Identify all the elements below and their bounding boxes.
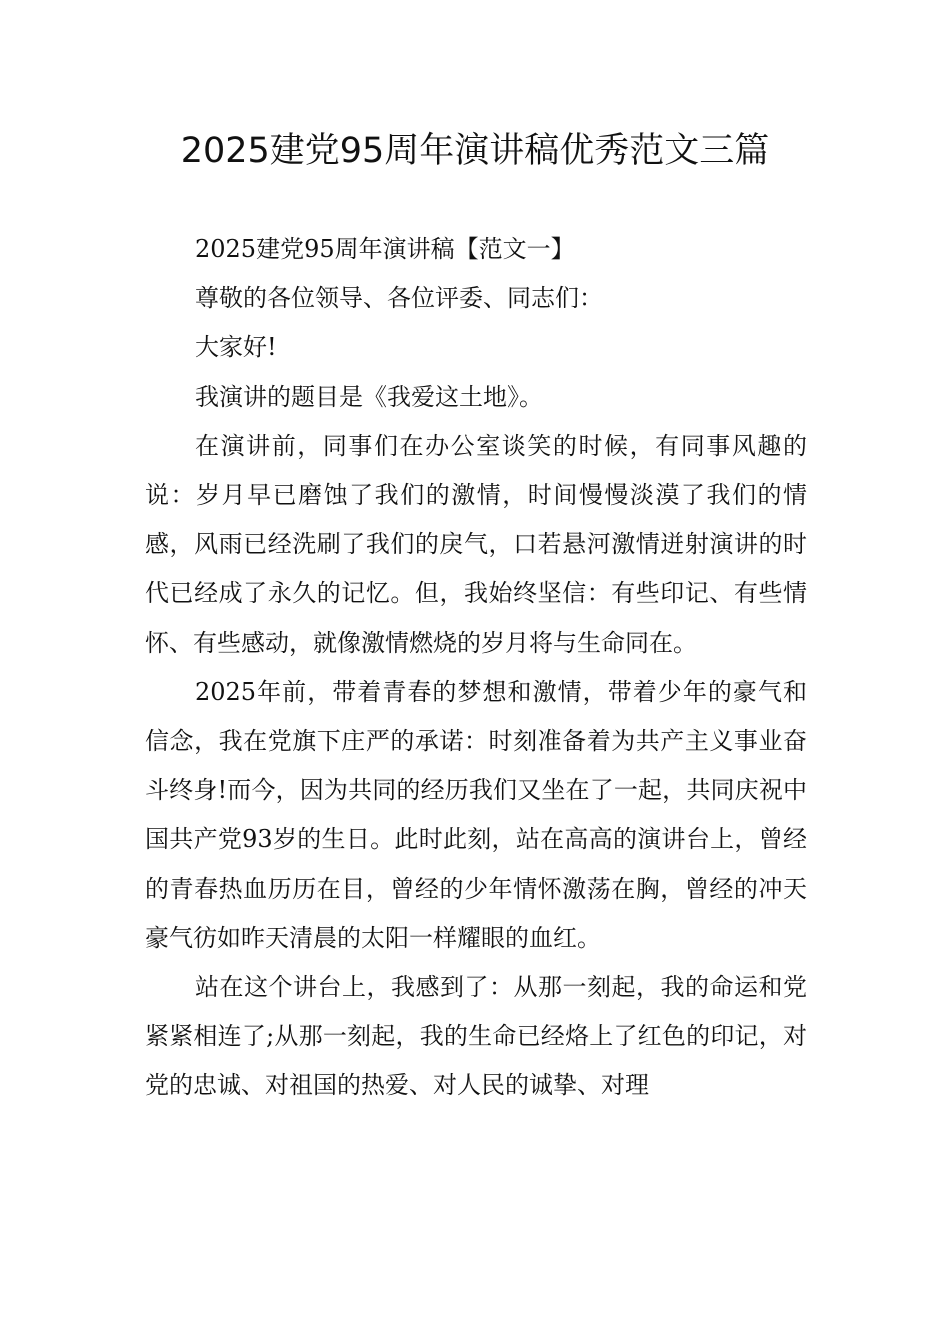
paragraph-body-3: 站在这个讲台上，我感到了：从那一刻起，我的命运和党紧紧相连了;从那一刻起，我的生命已经烙上了红色的印记，对党的忠诚、对祖国的热爱、对人民的诚挚、对理 [145, 973, 807, 1100]
paragraph-greeting: 大家好! [195, 333, 277, 362]
paragraph-subtitle: 2025建党95周年演讲稿【范文一】 [195, 235, 575, 263]
paragraph-salutation: 尊敬的各位领导、各位评委、同志们： [195, 284, 603, 313]
paragraph-body-1: 在演讲前，同事们在办公室谈笑的时候，有同事风趣的说：岁月早已磨蚀了我们的激情，时间慢慢淡漠了我们的情感，风雨已经洗刷了我们的戾气，口若悬河激情迸射演讲的时代已经成了永久的记忆。但，我始终坚信：有些印记、有些情怀、有些感动，就像激情燃烧的岁月将与生命同在。 [145, 431, 807, 657]
document-body [145, 225, 807, 1111]
paragraph-body-2: 2025年前，带着青春的梦想和激情，带着少年的豪气和信念，我在党旗下庄严的承诺：时刻准备着为共产主义事业奋斗终身!而今，因为共同的经历我们又坐在了一起，共同庆祝中国共产党93岁的生日。此时此刻，站在高高的演讲台上，曾经的青春热血历历在目，曾经的少年情怀激荡在胸，曾经的冲天豪气彷如昨天清晨的太阳一样耀眼的血红。 [145, 677, 807, 952]
paragraph-topic: 我演讲的题目是《我爱这土地》。 [195, 382, 543, 411]
document-title: 2025建党95周年演讲稿优秀范文三篇 [180, 131, 770, 171]
